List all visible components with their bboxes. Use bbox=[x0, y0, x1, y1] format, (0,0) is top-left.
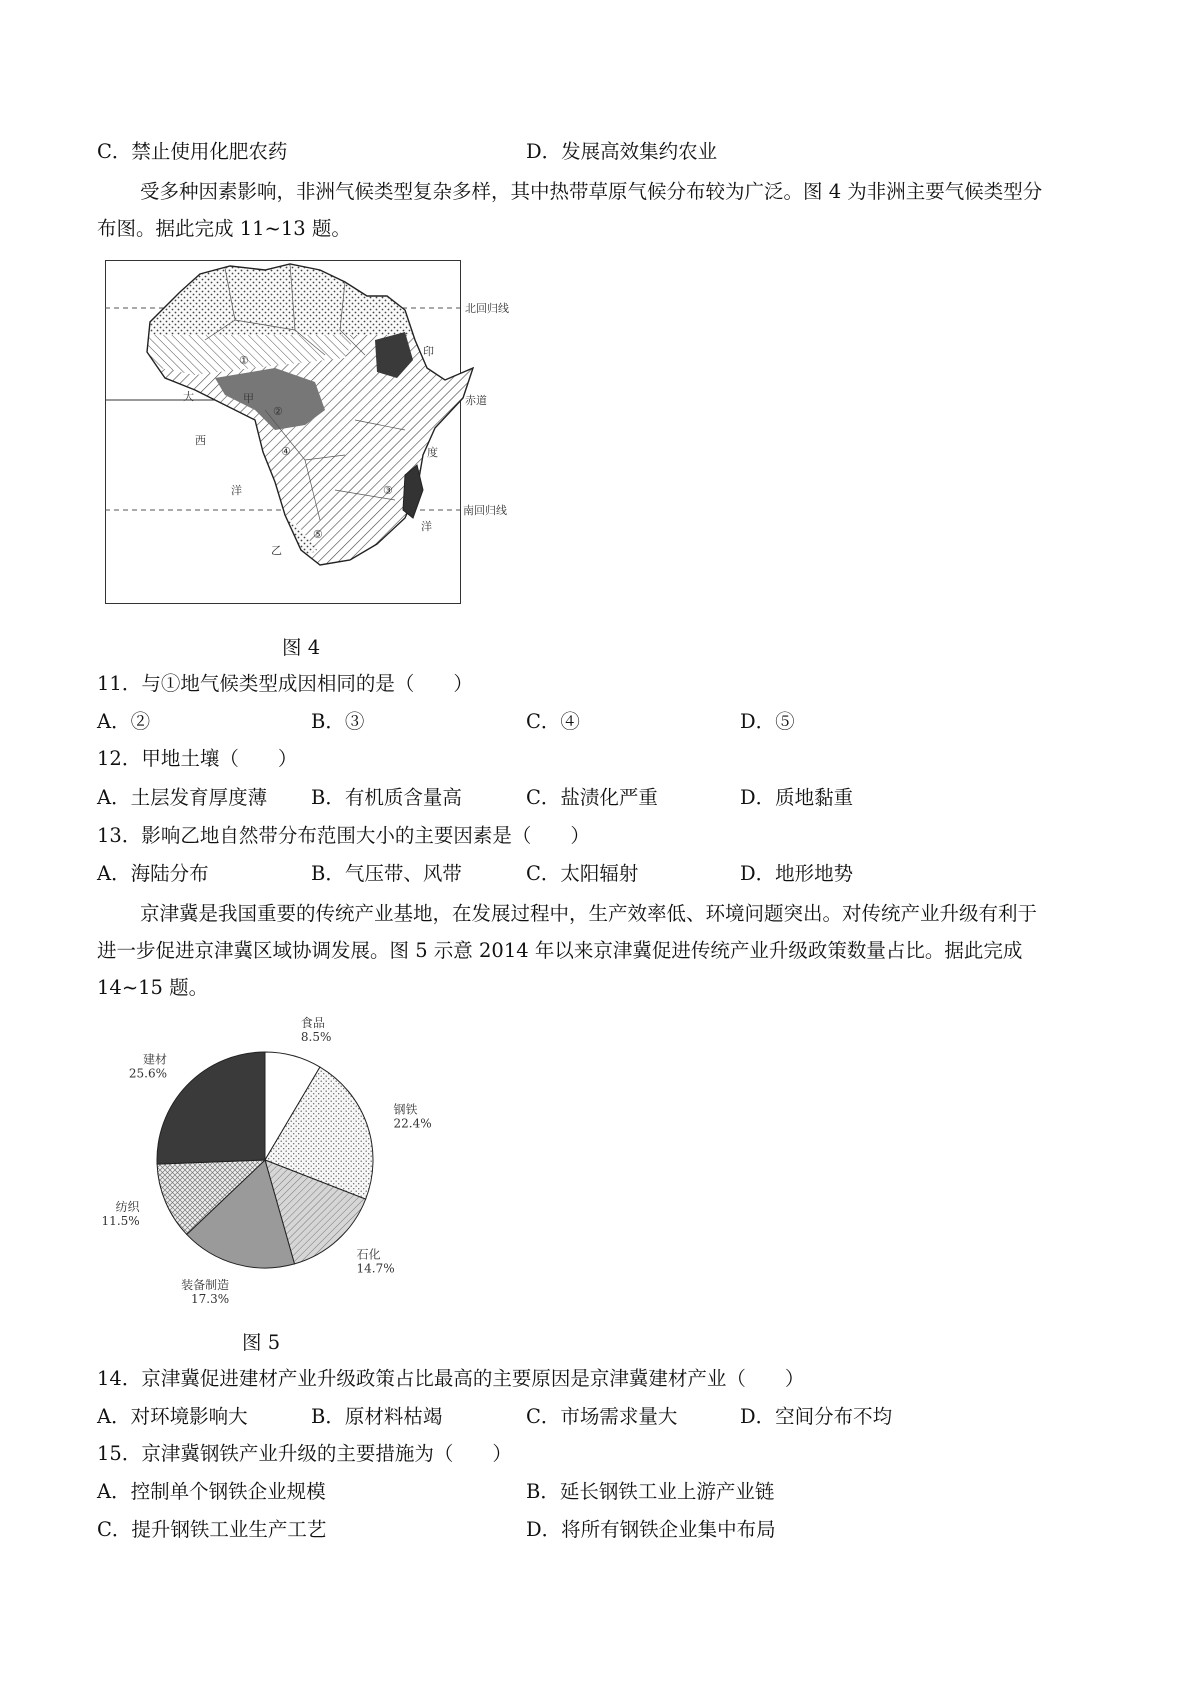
label-indian-1: 印 bbox=[423, 345, 434, 358]
q12-option-a[interactable]: A．土层发育厚度薄 bbox=[97, 786, 268, 809]
q11-option-c[interactable]: C．④ bbox=[526, 710, 580, 733]
label-yi: 乙 bbox=[271, 544, 282, 557]
q12-stem: 12．甲地土壤（ ） bbox=[97, 747, 298, 770]
q14-stem: 14．京津冀促进建材产业升级政策占比最高的主要原因是京津冀建材产业（ ） bbox=[97, 1367, 805, 1390]
label-point-2: ② bbox=[273, 405, 283, 418]
q11-option-d[interactable]: D．⑤ bbox=[740, 710, 795, 733]
option-d-prev: D．发展高效集约农业 bbox=[526, 140, 718, 163]
label-atlantic-1: 大 bbox=[183, 390, 194, 403]
intro2-line2: 进一步促进京津冀区域协调发展。图 5 示意 2014 年以来京津冀促进传统产业升级政策数量占比。据此完成 bbox=[97, 939, 1023, 962]
q13-stem: 13．影响乙地自然带分布范围大小的主要因素是（ ） bbox=[97, 824, 590, 847]
q15-option-c[interactable]: C．提升钢铁工业生产工艺 bbox=[97, 1518, 327, 1541]
q13-option-b[interactable]: B．气压带、风带 bbox=[311, 862, 462, 885]
pie-label-value-0: 8.5% bbox=[300, 1029, 332, 1044]
figure4-caption: 图 4 bbox=[282, 636, 321, 659]
q13-option-d[interactable]: D．地形地势 bbox=[740, 862, 854, 885]
q13-option-c[interactable]: C．太阳辐射 bbox=[526, 862, 639, 885]
pie-label-value-2: 14.7% bbox=[356, 1261, 395, 1276]
label-point-5: ⑤ bbox=[313, 528, 323, 541]
q14-option-a[interactable]: A．对环境影响大 bbox=[97, 1405, 248, 1428]
q13-option-a[interactable]: A．海陆分布 bbox=[97, 862, 209, 885]
label-equator: 赤道 bbox=[465, 394, 487, 407]
label-tropic-south: 南回归线 bbox=[463, 504, 507, 517]
policy-share-pie-chart bbox=[95, 1015, 435, 1305]
label-point-4: ④ bbox=[281, 445, 291, 458]
label-point-3: ③ bbox=[383, 484, 393, 497]
q15-option-a[interactable]: A．控制单个钢铁企业规模 bbox=[97, 1480, 326, 1503]
q14-option-b[interactable]: B．原材料枯竭 bbox=[311, 1405, 443, 1428]
label-indian-2: 度 bbox=[427, 446, 438, 459]
q11-stem: 11．与①地气候类型成因相同的是（ ） bbox=[97, 672, 473, 695]
pie-label-category-5: 建材 bbox=[143, 1052, 168, 1067]
q15-option-b[interactable]: B．延长钢铁工业上游产业链 bbox=[526, 1480, 775, 1503]
pie-label-value-5: 25.6% bbox=[128, 1066, 168, 1081]
q14-option-c[interactable]: C．市场需求量大 bbox=[526, 1405, 678, 1428]
intro1-line2: 布图。据此完成 11~13 题。 bbox=[97, 217, 351, 240]
pie-slice-5 bbox=[157, 1052, 265, 1164]
q15-option-d[interactable]: D．将所有钢铁企业集中布局 bbox=[526, 1518, 776, 1541]
pie-label-value-4: 11.5% bbox=[101, 1213, 140, 1228]
africa-climate-map bbox=[105, 260, 567, 605]
pie-label-value-3: 17.3% bbox=[190, 1292, 230, 1305]
q12-option-d[interactable]: D．质地黏重 bbox=[740, 786, 854, 809]
label-indian-3: 洋 bbox=[421, 520, 432, 533]
label-atlantic-2: 西 bbox=[195, 434, 206, 447]
q14-option-d[interactable]: D．空间分布不均 bbox=[740, 1405, 893, 1428]
intro2-line3: 14~15 题。 bbox=[97, 976, 209, 999]
pie-label-value-1: 22.4% bbox=[393, 1116, 432, 1131]
intro2-line1: 京津冀是我国重要的传统产业基地，在发展过程中，生产效率低、环境问题突出。对传统产业升级有利于 bbox=[140, 902, 1038, 925]
q12-option-c[interactable]: C．盐渍化严重 bbox=[526, 786, 658, 809]
label-atlantic-3: 洋 bbox=[231, 484, 242, 497]
q12-option-b[interactable]: B．有机质含量高 bbox=[311, 786, 462, 809]
pie-label-category-4: 纺织 bbox=[115, 1199, 140, 1214]
pie-label-category-0: 食品 bbox=[300, 1015, 325, 1030]
figure5-caption: 图 5 bbox=[242, 1331, 281, 1354]
q11-option-a[interactable]: A．② bbox=[97, 710, 151, 733]
label-tropic-north: 北回归线 bbox=[465, 302, 509, 315]
q11-option-b[interactable]: B．③ bbox=[311, 710, 365, 733]
label-jia: 甲 bbox=[243, 392, 254, 405]
q15-stem: 15．京津冀钢铁产业升级的主要措施为（ ） bbox=[97, 1442, 512, 1465]
intro1-line1: 受多种因素影响，非洲气候类型复杂多样，其中热带草原气候分布较为广泛。图 4 为非洲主要气候类型分 bbox=[140, 180, 1043, 203]
pie-label-category-3: 装备制造 bbox=[181, 1278, 230, 1293]
pie-label-category-2: 石化 bbox=[356, 1247, 381, 1262]
option-c-prev: C．禁止使用化肥农药 bbox=[97, 140, 288, 163]
pie-label-category-1: 钢铁 bbox=[393, 1102, 418, 1117]
label-point-1: ① bbox=[239, 354, 249, 367]
